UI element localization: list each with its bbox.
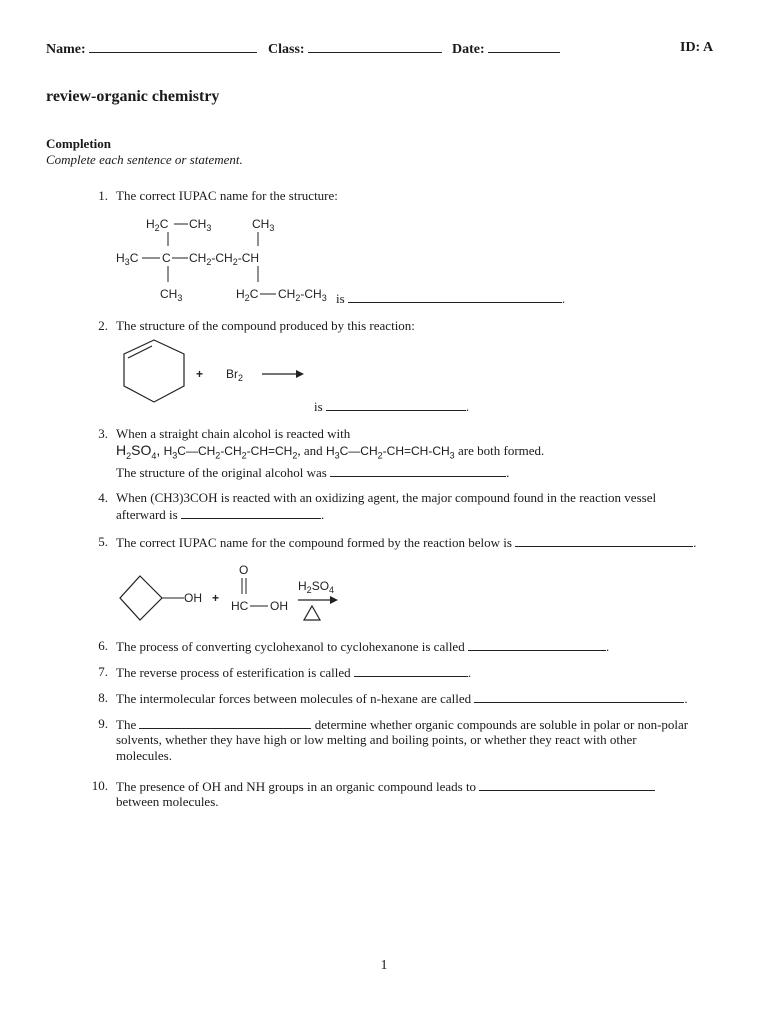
q6-text: The process of converting cyclohexanol to cyclohexanone is called .: [116, 639, 610, 654]
cyclohexene-ring: [124, 340, 184, 402]
question-number: 4.: [98, 490, 108, 505]
q9-line3: molecules.: [116, 748, 172, 763]
q9-text: The determine whether organic compounds are soluble in polar or non-polar: [116, 717, 689, 732]
q8-text: The intermolecular forces between molecules of n-hexane are called .: [116, 691, 688, 706]
q7-blank[interactable]: [354, 664, 468, 677]
q6-blank[interactable]: [468, 638, 606, 651]
q2-reaction: [116, 336, 316, 408]
q2-blank[interactable]: [326, 398, 466, 411]
question-text: When (CH3)3COH is reacted with an oxidizing agent, the major compound found in the reaction vessel: [116, 490, 657, 505]
question-text: The correct IUPAC name for the structure:: [116, 188, 338, 203]
name-blank[interactable]: [89, 40, 257, 53]
q5-reaction: [116, 562, 356, 626]
question-number: 5.: [98, 534, 108, 549]
q1-answer: is .: [336, 291, 566, 306]
question-number: 1.: [98, 188, 108, 203]
q5-plus: +: [212, 591, 220, 605]
q1-chain: $CH_2-CH_2-CH$: [189, 251, 260, 267]
id-label: ID: A: [680, 40, 714, 55]
question-text: The structure of the compound produced by this reaction:: [116, 318, 415, 333]
name-label: Name:: [46, 42, 86, 57]
q1-ch3-b: $CH_3$: [252, 217, 275, 233]
q5-oh2: OH: [270, 599, 288, 613]
q1-h2c: $H_2C$: [146, 217, 169, 233]
section-heading: Completion: [46, 136, 111, 151]
q2-br2: $Br_2$: [226, 367, 244, 383]
q1-ethyl: $CH_2-CH_3$: [278, 287, 327, 303]
q5-text: The correct IUPAC name for the compound formed by the reaction below is .: [116, 535, 697, 550]
q4-line2: afterward is .: [116, 507, 325, 522]
q1-ch3-c: $CH_3$: [160, 287, 183, 303]
arrow-icon: [296, 370, 304, 378]
question-number: 6.: [98, 638, 108, 653]
cyclobutane-ring: [120, 576, 162, 620]
section-instructions: Complete each sentence or statement.: [46, 152, 243, 167]
question-number: 3.: [98, 426, 108, 441]
q1-h2c-b: $H_2C$: [236, 287, 259, 303]
date-label: Date:: [452, 42, 485, 57]
q1-structure: [112, 212, 342, 308]
q3-products: $H_2SO_4$, $H_3C—CH_2-CH_2-CH=CH_2$, and $H_3C—CH_2-CH=CH-CH_3$ are both formed.: [116, 442, 545, 461]
question-number: 8.: [98, 690, 108, 705]
q5-oh: OH: [184, 591, 202, 605]
q10-text: The presence of OH and NH groups in an organic compound leads to: [116, 778, 655, 795]
q5-catalyst: $H_2SO_4$: [298, 579, 335, 595]
q2-plus: +: [196, 367, 204, 381]
class-field: [268, 40, 442, 58]
date-field: [452, 40, 560, 58]
question-number: 10.: [91, 778, 108, 793]
q1-blank[interactable]: [348, 290, 562, 303]
q7-text: The reverse process of esterification is called .: [116, 665, 472, 680]
question-number: 2.: [98, 318, 108, 333]
q3-line2: The structure of the original alcohol was .: [116, 465, 510, 480]
page-number: 1: [380, 958, 388, 973]
q3-blank[interactable]: [330, 464, 506, 477]
q8-blank[interactable]: [474, 690, 684, 703]
q10-blank[interactable]: [479, 778, 655, 791]
question-text: When a straight chain alcohol is reacted with: [116, 426, 351, 441]
q5-blank[interactable]: [515, 534, 693, 547]
class-blank[interactable]: [308, 40, 442, 53]
q1-c: C: [162, 251, 171, 265]
q4-blank[interactable]: [181, 506, 321, 519]
name-field: [46, 40, 257, 58]
date-blank[interactable]: [488, 40, 560, 53]
class-label: Class:: [268, 42, 305, 57]
q5-o: O: [239, 563, 249, 577]
q9-line2: solvents, whether they have high or low melting and boiling points, or whether they react with other: [116, 732, 637, 747]
q10-line2: between molecules.: [116, 794, 219, 809]
q9-blank[interactable]: [139, 716, 311, 729]
q5-hc: HC: [231, 599, 249, 613]
arrow-icon: [330, 596, 338, 604]
heat-icon: [304, 606, 320, 620]
page-title: review-organic chemistry: [46, 88, 220, 105]
q2-answer: is .: [314, 399, 470, 414]
question-number: 7.: [98, 664, 108, 679]
question-number: 9.: [98, 716, 108, 731]
q1-ch3-a: $CH_3$: [189, 217, 212, 233]
q1-h3c: $H_3C$: [116, 251, 139, 267]
